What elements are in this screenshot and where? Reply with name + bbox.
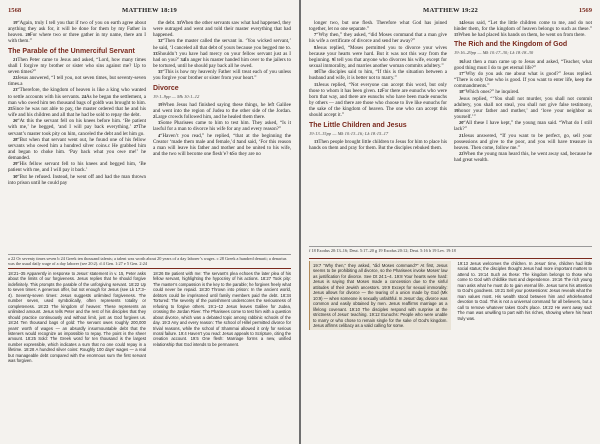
parallel-reference: 19:1–9pp — Mk 10:1–12 [153, 93, 200, 99]
verse-paragraph [454, 133, 592, 151]
verse-text: “Why do you ask me about what is good?” Jesus replied. “There is only One who is good. If you want to enter life, keep the commandments.” [454, 70, 592, 90]
study-note-column: 18:26 Be patient with me: The servant’s plea echoes the later plea of his fellow servant, highlighting the hypocrisy of his actions. 18:27 Took pity: The master’s compassion is the key to the parable; he forgives freely what could never be repaid. 18:30 Thrown into prison: In the ancient world, debtors could be imprisoned until family members paid the debt. 18:34 Tortured: The severity of the punishment underscores the seriousness of refusing to forgive others. 19:1–12 Jesus leaves Galilee for Judea, crossing the Jordan River. The Pharisees come to test him with a question about divorce, which was a debated topic among rabbinic schools of the day. 19:3 Any and every reason: The school of Hillel permitted divorce for trivial reasons, while the school of Shammai allowed it only for serious moral failure. 19:4 Haven’t you read: Jesus appeals to Scripture, citing the creation account. 19:5 One flesh: Marriage forms a new, unified relationship that God intends to be permanent. [153, 271, 291, 347]
verse-paragraph [8, 161, 146, 173]
page-header [8, 7, 291, 17]
study-note-column: 18:21–35 Apparently in response to Jesus’ statement in v. 15, Peter asks about the limits of our forgiveness. Jesus replies that he should forgive indefinitely. This prompts the parable of the unforgiving servant. 18:22 Up to seven times: A generous offer, but not enough for Jesus (see Lk 17:3–4). Seventy-seven times: Jesus suggests unlimited forgiveness. The number seven, used symbolically, often represents totality or completeness. 18:23 The kingdom of heaven: These represents an unlimited amount. Jesus tells Peter and the rest of his disciples that they should practice continuously and without limit, just as God forgives us. 18:24 Ten thousand bags of gold: The servant owes roughly 200,000 years’ worth of wages — an absurdly insurmountable debt that the listeners would recognize as impossible to repay. The point is the sheer amount. 18:25 Sold: The Greek word for ten thousand is the largest number expressible, which indicates a sum that no one could repay in a lifetime. 18:28 A hundred silver coins: Roughly 100 days’ wages — a real but manageable debt compared with the enormous sum the first servant was forgiven. [8, 271, 146, 364]
verse-number: 9 [331, 56, 335, 62]
verse-number: 19 [13, 20, 18, 25]
right-page [301, 0, 600, 444]
verse-text: “Which ones?” he inquired. [463, 89, 520, 96]
verse-paragraph [309, 45, 447, 70]
page-number: 1569 [578, 7, 592, 14]
verse-number: 19 [454, 107, 459, 113]
verse-text: “But he refused. Instead, he went off and had the man thrown into prison until he could pay [8, 173, 146, 186]
footnotes: f 18 Exodus 20:13–16; Deut. 5:17–20 g 19 Exodus 20:12; Deut. 5:16 h 19 Lev. 19:18 [309, 246, 592, 253]
verse-number: 20 [25, 32, 30, 38]
verse-text: I tell you that anyone who divorces his wife, except for sexual immorality, and marries another woman commits adultery.” [309, 56, 447, 70]
verse-paragraph [454, 59, 592, 71]
verse-text: longer two, but one flesh. Therefore what God has joined together, let no one separate.” [309, 20, 447, 33]
section-heading: The Rich and the Kingdom of God [454, 41, 568, 49]
text-column [309, 20, 447, 163]
verse-text: In anger his master handed him over to the jailers to be tortured, until he should pay back all he owed. [153, 56, 291, 70]
verse-paragraph [153, 102, 291, 120]
section-heading: Divorce [153, 84, 179, 92]
verse-text: “Again, truly I tell you that if two of you on earth agree about anything they ask for, it will be done for them by my Father in heaven. [8, 20, 146, 39]
verse-number: 32 [158, 38, 163, 44]
verse-text: When he had placed his hands on them, he went on from there. [458, 32, 586, 39]
verse-number: 4 [158, 132, 161, 138]
verse-number: 3 [158, 120, 161, 126]
verse-text: So they are no [231, 150, 261, 157]
verse-number: 16 [459, 58, 464, 64]
verse-number: 13 [314, 138, 319, 144]
verse-text: Since he was not able to pay, the master ordered that he and his wife and his children and all that he had be sold to repay the debt. [8, 105, 146, 119]
verse-number: 31 [176, 20, 182, 25]
verse-number: 6 [229, 150, 232, 156]
study-note-column: 19:7 “Why then,” they asked, “did Moses command?” At first, Jesus seems to be prohibiting all divorce, so the Pharisees invoke Moses’ law as justification for divorce. See Dt 24:1–4. 19:8 Your hearts were hard: Jesus is saying that Moses made a concession due to the sinful attitudes of their Jewish ancestors. 19:9 Except for sexual immorality: Jesus allows for divorce — the tearing of a union made by God (Mk 10:9) — when someone is sexually unfaithful. In Jesus’ day, divorce was common and easily obtained by men. Jesus reaffirms marriage as a lifelong covenant. 19:10 The disciples respond with surprise at the strictness of Jesus’ teaching. 19:12 Eunuchs: People who were unable to marry or who chose to remain single for the sake of God’s kingdom. Jesus affirms celibacy as a valid calling for some. [309, 261, 451, 330]
verse-text: Jesus replied, “Moses permitted you to divorce your wives because your hearts were hard. But it was not this way from the beginning. [309, 44, 447, 63]
verse-text: “His fellow servant fell to his knees and begged him, ‘Be patient with me, and I will pay it back.’ [8, 161, 146, 174]
verse-paragraph [153, 20, 291, 38]
verse-text: “Then the master called the servant in. ‘You wicked servant,’ he said, ‘I canceled all that debt of yours because you begged me to. [153, 38, 291, 51]
header-reference: MATTHEW 19:22 [423, 7, 478, 14]
verse-paragraph [8, 87, 146, 118]
verse-number: 20 [459, 120, 464, 126]
verse-number: 15 [454, 32, 459, 38]
verse-text: When the other servants saw what had happened, they were outraged and went and told their master everything that had happened. [153, 20, 292, 39]
verse-number: 11 [314, 81, 319, 87]
verse-number: 33 [153, 50, 158, 56]
text-columns [309, 20, 592, 163]
verse-number: 7 [314, 32, 317, 38]
verse-paragraph [8, 118, 146, 136]
verse-paragraph [8, 137, 146, 162]
verse-text: When the young man heard this, he went away sad, because he had great wealth. [454, 150, 592, 164]
verse-paragraph [309, 32, 447, 44]
text-columns [8, 20, 291, 186]
verse-number: 2 [153, 114, 156, 120]
verse-text: Jesus replied, “Not everyone can accept this word, but only those to whom it has been given. [309, 81, 447, 94]
verse-number: 22 [459, 150, 464, 156]
verse-text: Jesus answered, “If you want to be perfect, go, sell your possessions and give to the poor, and you will have treasure in heaven. Then come, follow me.” [454, 132, 592, 151]
verse-text: “All these I have kept,” the young man said. “What do I still lack?” [454, 120, 592, 133]
verse-number: 5 [236, 138, 239, 144]
verse-number: 8 [314, 44, 317, 50]
verse-paragraph [454, 71, 592, 89]
verse-text: “Haven’t you read,” he replied, “that at the beginning the Creator ‘made them male and female,’d [153, 132, 291, 145]
verse-number: 21 [13, 56, 18, 62]
verse-paragraph [454, 120, 592, 132]
text-column [454, 20, 592, 163]
verse-paragraph [309, 82, 447, 119]
verse-text: Jesus answered, “I tell you, not seven times, but seventy-seven times.a [8, 75, 146, 88]
study-notes [309, 258, 592, 330]
verse-text: When Jesus had finished saying these things, he left Galilee and went into the region of Judea to the other side of the Jordan. [153, 101, 291, 114]
verse-paragraph [153, 69, 291, 81]
verse-text: Then people brought little children to Jesus for him to place his hands on them and pray for them. But the disciples rebuked them. [309, 138, 447, 151]
verse-paragraph [8, 75, 146, 87]
verse-text: The servant’s master took pity on him, canceled the debt and let him go. [8, 124, 146, 137]
verse-text: The disciples said to him, “If this is the situation between a husband and wife, it is better not to marry.” [309, 69, 447, 82]
section-heading: The Parable of the Unmerciful Servant [8, 47, 135, 55]
verse-number: 17 [459, 70, 464, 76]
page-header [309, 7, 592, 17]
text-column [8, 20, 146, 186]
text-column [153, 20, 291, 186]
verse-number: 12 [377, 87, 382, 93]
verse-paragraph [8, 57, 146, 75]
verse-paragraph [309, 139, 447, 151]
verse-number: 10 [314, 69, 319, 75]
verse-paragraph [454, 96, 592, 121]
verse-text: Jesus said, “Let the little children come to me, and do not hinder them, for the kingdom of heaven belongs to such as these.” [454, 20, 592, 33]
verse-text: “Why then,” they asked, “did Moses command that a man give his wife a certificate of divorce and send her away?” [309, 32, 447, 45]
verse-number: 34 [180, 56, 185, 62]
verse-number: 29 [13, 161, 18, 167]
section-heading: The Little Children and Jesus [309, 121, 407, 129]
verse-text: For where two or three gather in my name, there am I with them.” [8, 32, 146, 45]
verse-paragraph [8, 20, 146, 45]
verse-paragraph [153, 120, 291, 132]
verse-number: 28 [13, 136, 18, 142]
verse-number: 25 [8, 105, 13, 111]
verse-text: Then Peter came to Jesus and asked, “Lord, how many times shall I forgive my brother or sister who sins against me? Up to seven times?” [8, 56, 146, 75]
verse-paragraph [454, 20, 592, 38]
left-page [0, 0, 299, 444]
verse-text: Large crowds followed him, and he healed them there. [155, 114, 266, 121]
verse-paragraph [153, 38, 291, 69]
verse-text: and said, ‘For this reason a man will leave his father and mother and be united to his wife, and the two will become one flesh’e? [153, 138, 291, 157]
verse-paragraph [309, 69, 447, 81]
verse-paragraph [153, 133, 291, 158]
verse-number: 30 [13, 173, 18, 179]
verse-text: “Therefore, the kingdom of heaven is like a king who wanted to settle accounts with his servants. [8, 87, 146, 100]
parallel-reference: 19:13–15pp — Mk 10:13–16; Lk 18:15–17 [309, 130, 389, 136]
verse-number: 35 [158, 69, 163, 75]
parallel-reference: 19:16–29pp — Mk 10:17–30; Lk 18:18–30 [454, 50, 534, 56]
verse-paragraph [8, 174, 146, 186]
footnotes: a 22 Or seventy times seven b 24 Greek ten thousand talents; a talent was worth about 20 years of a day laborer’s wages. c 28 Greek a hundred denarii; a denarius was the usual daily wage of a day laborer (see 20:2). d 4 Gen. 1:27 e 5 Gen. 2:24 [8, 254, 291, 266]
study-note-column: 19:13 Jesus welcomes the children. In Jesus’ time, children had little social status; the disciples thought Jesus had more important matters to attend to. 19:14 Such as these: The kingdom belongs to those who come to God with childlike trust and dependence. 19:16 The rich young man asks what he must do to gain eternal life. Jesus turns his attention to God’s goodness. 19:21 Sell your possessions: Jesus reveals what the man values most. His wealth stood between him and wholehearted devotion to God. This is not a universal command for all believers, but a call to remove whatever takes God’s place. 19:22 He went away sad: The man was unwilling to part with his riches, showing where his heart truly was. [457, 261, 592, 321]
page-number: 1568 [8, 7, 22, 14]
verse-text: For there are eunuchs who were born that way, and there are eunuchs who have been made eunuchs by others — and there are those who choose to live like eunuchs for the sake of the kingdom of heaven. The one who can accept this should accept it.” [309, 87, 447, 119]
verse-text: As he began the settlement, a man who owed him ten thousand bags of goldb was brought to him. [8, 93, 146, 106]
verse-number: 23 [13, 87, 18, 93]
verse-paragraph [309, 20, 447, 32]
study-notes [8, 268, 291, 364]
verse-text: Jesus replied, “‘You shall not murder, you shall not commit adultery, you shall not steal, you shall not give false testimony, [454, 95, 592, 108]
verse-number: 19 [158, 101, 163, 107]
verse-text: the debt. [158, 20, 177, 26]
verse-number: 24 [81, 93, 86, 99]
verse-text: honor your father and mother,’ and ‘love your neighbor as yourself.’” [454, 107, 592, 121]
verse-text: “But when that servant went out, he found one of his fellow servants who owed him a hundred silver coins.c He grabbed him and began to choke him. ‘Pay back what you owe me!’ he demanded. [8, 136, 146, 162]
verse-number: 14 [459, 20, 464, 25]
verse-text: Some Pharisees came to him to test him. They asked, “Is it lawful for a man to divorce his wife for any and every reason?” [153, 120, 291, 133]
verse-number: 22 [13, 75, 18, 81]
header-reference: MATTHEW 18:19 [122, 7, 177, 14]
verse-number: 18 [459, 89, 464, 95]
verse-paragraph [454, 151, 592, 163]
verse-text: “At this the servant fell on his knees before him. ‘Be patient with me,’ he begged, ‘and I will pay back everything.’ [8, 118, 146, 131]
verse-text: “This is how my heavenly Father will treat each of you unless you forgive your brother or sister from your heart.” [153, 69, 291, 82]
verse-number: 27 [133, 124, 139, 130]
verse-text: Just then a man came up to Jesus and asked, “Teacher, what good thing must I do to get eternal life?” [454, 58, 592, 71]
verse-text: Shouldn’t you have had mercy on your fellow servant just as I had on you?’ [153, 50, 291, 63]
verse-number: 21 [459, 132, 464, 138]
verse-number: 26 [13, 118, 18, 124]
